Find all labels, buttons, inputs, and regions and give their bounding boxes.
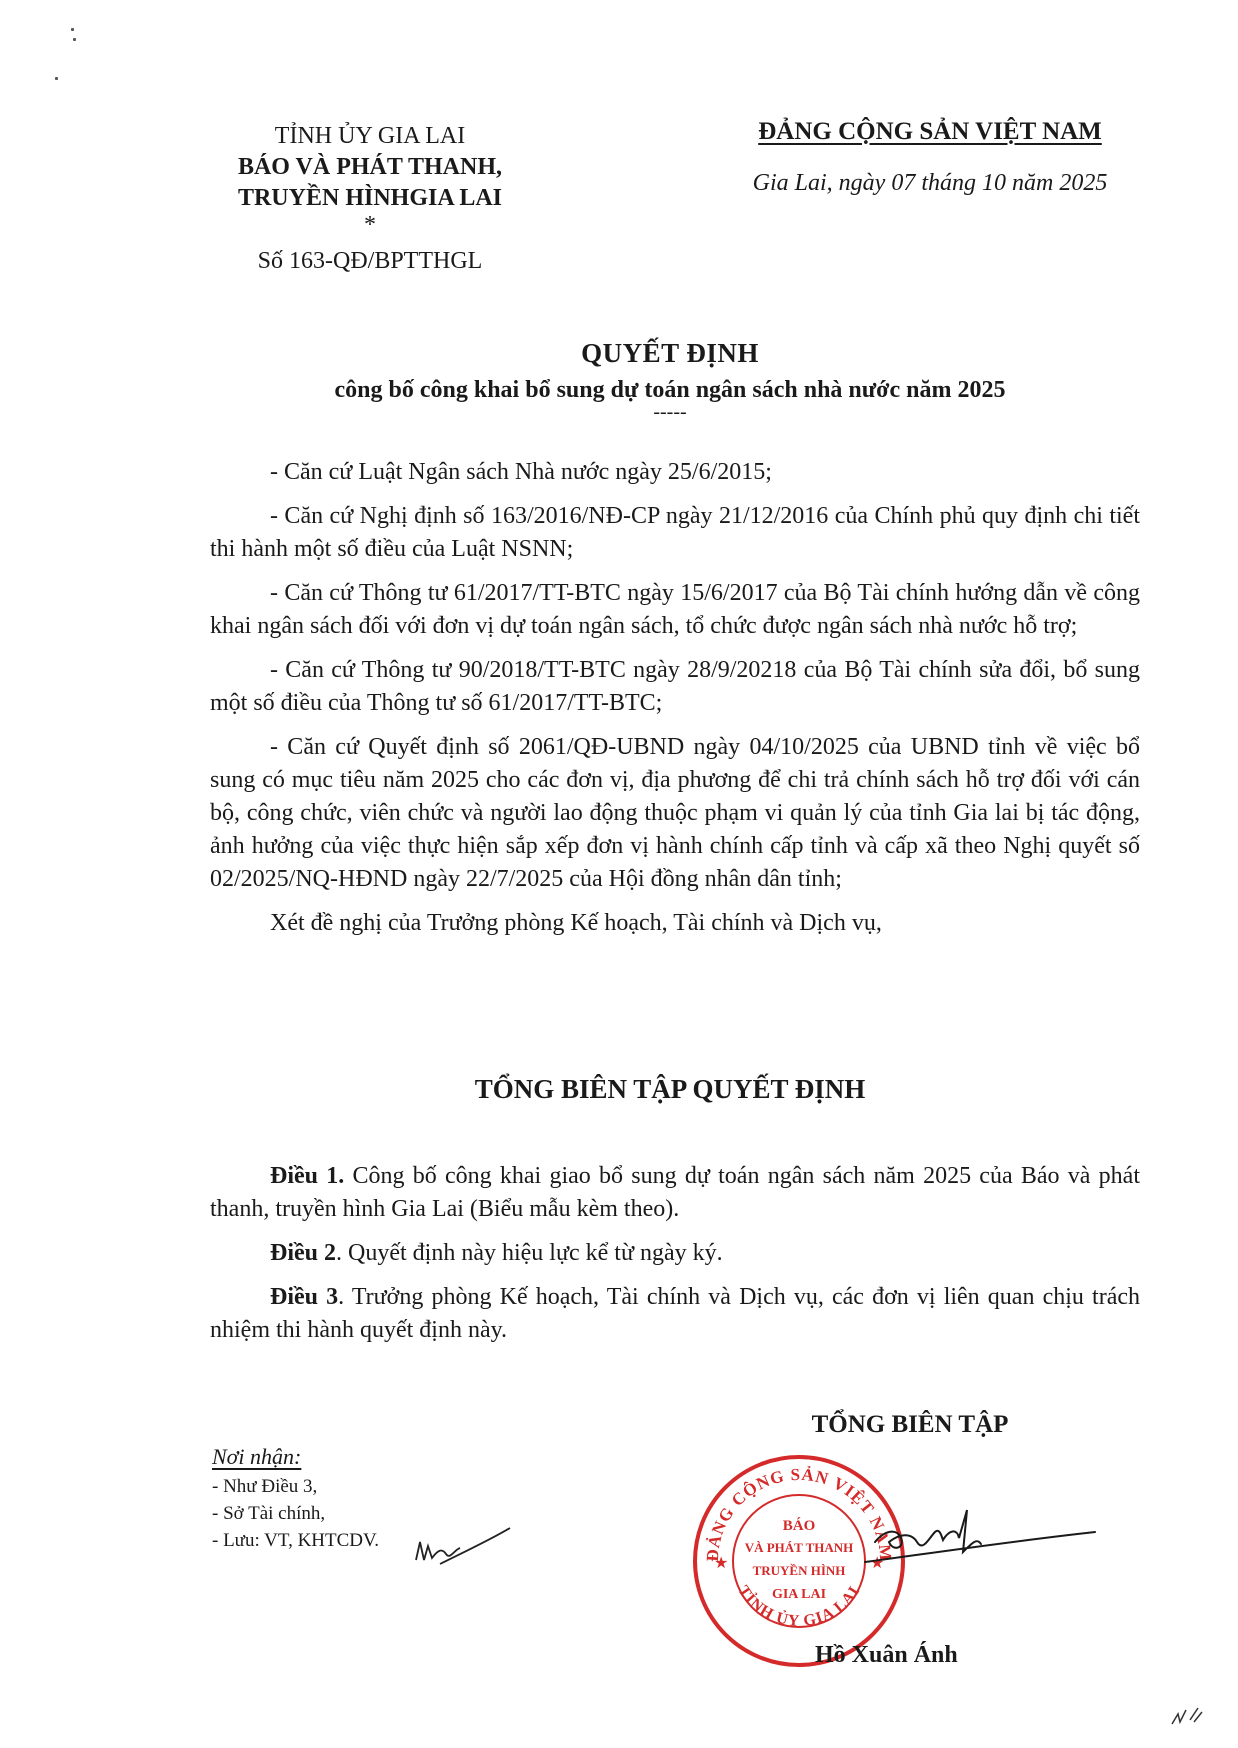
provincial-committee: TỈNH ỦY GIA LAI xyxy=(274,123,466,149)
legal-basis-5: - Căn cứ Quyết định số 2061/QĐ-UBND ngày 04/10/2025 của UBND tỉnh về việc bổ sung có mục tiêu năm 2025 cho các đơn vị, địa phương để chi trả chính sách hỗ trợ đối với cán bộ, công chức, viên chức và người lao động thuộc phạm vi quản lý của tỉnh Gia lai bị tác động, ảnh hưởng của việc thực hiện sắp xếp đơn vị hành chính cấp tỉnh và cấp xã theo Nghị quyết số 02/2025/NQ-HĐND ngày 22/7/2025 của Hội đồng nhân dân tỉnh; xyxy=(210,734,1140,892)
article-1 xyxy=(210,1160,1140,1226)
recipient-item: - Sở Tài chính, xyxy=(212,1503,326,1524)
issuer-name-line1: BÁO VÀ PHÁT THANH, xyxy=(237,154,503,180)
document-subtitle: công bố công khai bổ sung dự toán ngân sách nhà nước năm 2025 xyxy=(334,377,1006,403)
seal-line-1: BÁO xyxy=(782,1518,816,1534)
article-2-text: . Quyết định này hiệu lực kể từ ngày ký. xyxy=(336,1240,723,1266)
article-3-label: Điều 3 xyxy=(270,1284,339,1310)
seal-line-3: TRUYỀN HÌNH xyxy=(752,1563,846,1578)
signatory-role: TỔNG BIÊN TẬP xyxy=(811,1411,1009,1438)
title-separator: ----- xyxy=(653,401,687,423)
title-block xyxy=(180,338,1160,423)
legal-basis-3: - Căn cứ Thông tư 61/2017/TT-BTC ngày 15/6/2017 của Bộ Tài chính hướng dẫn về công khai ngân sách đối với đơn vị dự toán ngân sách, tổ chức được ngân sách nhà nước hỗ trợ; xyxy=(210,580,1140,639)
recipient-item: - Lưu: VT, KHTCDV. xyxy=(212,1530,380,1551)
scan-dust xyxy=(55,77,58,80)
seal-ring-bottom: TỈNH ỦY GIA LAI xyxy=(734,1582,864,1630)
articles xyxy=(210,1160,1140,1358)
issuer-name-line2: TRUYỀN HÌNHGIA LAI xyxy=(237,185,503,211)
article-2 xyxy=(210,1237,1140,1270)
seal-star-left: ★ xyxy=(714,1555,729,1572)
page-mark-scribble xyxy=(1168,1700,1208,1730)
header-star: * xyxy=(364,212,376,238)
seal-line-4: GIA LAI xyxy=(771,1587,827,1602)
signatory-name: Hồ Xuân Ánh xyxy=(815,1642,958,1668)
handwritten-signature xyxy=(845,1482,1105,1592)
article-3 xyxy=(210,1281,1140,1347)
seal-star-right: ★ xyxy=(870,1555,885,1572)
legal-basis-4: - Căn cứ Thông tư 90/2018/TT-BTC ngày 28/9/20218 của Bộ Tài chính sửa đổi, bổ sung một số điều của Thông tư số 61/2017/TT-BTC; xyxy=(210,657,1140,716)
preamble xyxy=(210,456,1140,951)
scan-dust xyxy=(73,38,76,41)
article-1-label: Điều 1. xyxy=(270,1163,345,1189)
recipient-item: - Như Điều 3, xyxy=(212,1476,318,1497)
article-1-text: Công bố công khai giao bổ sung dự toán ngân sách năm 2025 của Báo và phát thanh, truyền hình Gia Lai (Biểu mẫu kèm theo). xyxy=(210,1163,1140,1222)
party-name: ĐẢNG CỘNG SẢN VIỆT NAM xyxy=(758,118,1102,145)
legal-basis-2: - Căn cứ Nghị định số 163/2016/NĐ-CP ngày 21/12/2016 của Chính phủ quy định chi tiết thi hành một số điều của Luật NSNN; xyxy=(210,503,1140,562)
article-2-label: Điều 2 xyxy=(270,1240,336,1266)
place-date: Gia Lai, ngày 07 tháng 10 năm 2025 xyxy=(752,170,1108,196)
scan-dust xyxy=(71,28,74,31)
initials-scribble xyxy=(410,1520,520,1580)
decision-heading: TỔNG BIÊN TẬP QUYẾT ĐỊNH xyxy=(474,1074,866,1104)
document-title: QUYẾT ĐỊNH xyxy=(581,338,759,368)
article-3-text: . Trưởng phòng Kế hoạch, Tài chính và Dịch vụ, các đơn vị liên quan chịu trách nhiệm thi hành quyết định này. xyxy=(210,1284,1141,1343)
issuer-block xyxy=(200,121,540,277)
legal-basis-1: - Căn cứ Luật Ngân sách Nhà nước ngày 25/6/2015; xyxy=(270,459,772,485)
seal-line-2: VÀ PHÁT THANH xyxy=(744,1540,854,1555)
document-number: Số 163-QĐ/BPTTHGL xyxy=(257,248,483,274)
recipients-title: Nơi nhận: xyxy=(212,1444,302,1469)
seal-ring-text: ĐẢNG CỘNG SẢN VIỆT NAM xyxy=(702,1464,896,1563)
proposal-line: Xét đề nghị của Trưởng phòng Kế hoạch, Tài chính và Dịch vụ, xyxy=(270,910,882,936)
party-block xyxy=(700,118,1160,197)
